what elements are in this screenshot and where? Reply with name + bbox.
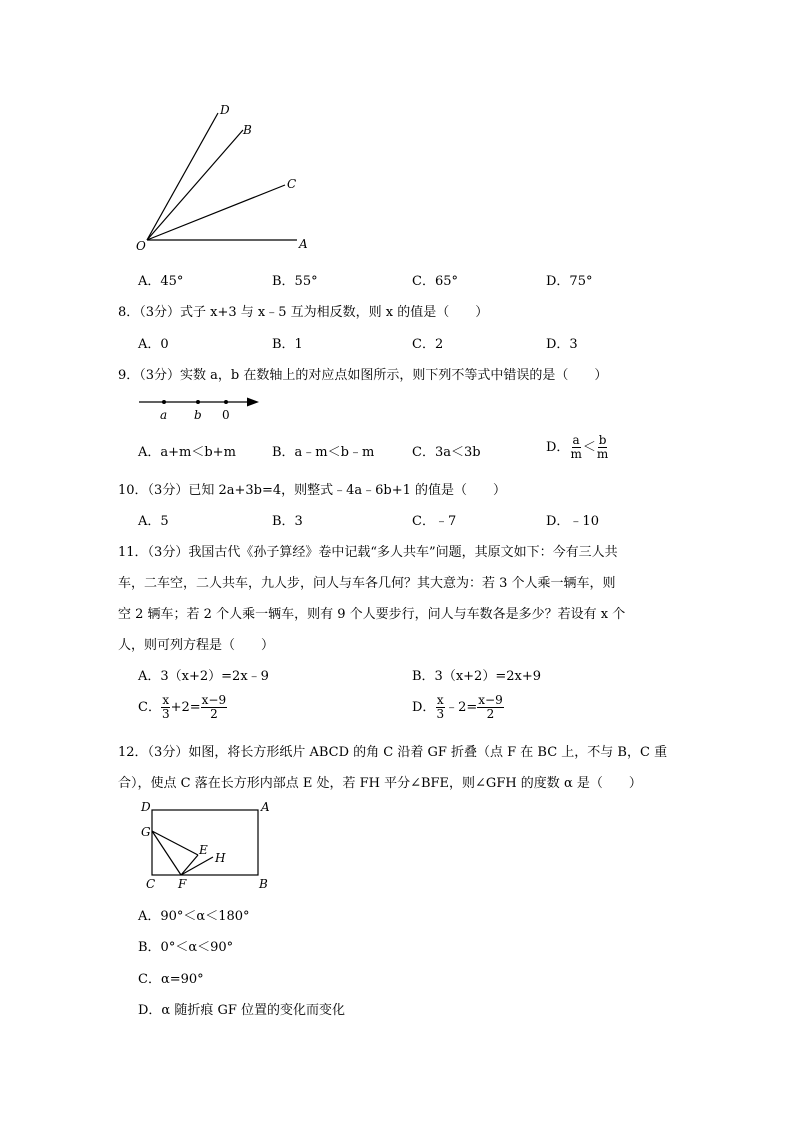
q11-option-a[interactable]: A．3（x+2）=2x﹣9 xyxy=(138,669,269,684)
fraction-x-over-3: $\frac{x}{3}$ xyxy=(161,693,170,721)
label-d: D xyxy=(220,103,230,117)
q10-option-b[interactable]: B．3 xyxy=(272,514,303,529)
q10-stem: 10．（3分）已知 2a+3b=4，则整式﹣4a﹣6b+1 的值是（ ） xyxy=(118,483,507,498)
q9-option-d[interactable] xyxy=(546,434,609,461)
fig-label-c: C xyxy=(146,877,156,891)
q8-stem: 8．（3分）式子 x+3 与 x﹣5 互为相反数，则 x 的值是（ ） xyxy=(118,305,489,320)
q12-line-2: 合），使点 C 落在长方形内部点 E 处，若 FH 平分∠BFE，则∠GFH 的度数 α 是（ ） xyxy=(118,776,642,791)
q12-line-1: 12．（3分）如图，将长方形纸片 ABCD 的角 C 沿着 GF 折叠（点 F 在 BC 上，不与 B，C 重 xyxy=(118,745,668,760)
q11-option-b[interactable]: B．3（x+2）=2x+9 xyxy=(412,669,541,684)
numberline-label-a: a xyxy=(160,408,168,422)
number-line xyxy=(135,393,265,423)
q8-option-c[interactable]: C．2 xyxy=(412,337,444,352)
label-o: O xyxy=(136,239,146,253)
fig-label-d: D xyxy=(141,800,151,814)
q7-option-b[interactable]: B．55° xyxy=(272,274,318,289)
fig-label-a: A xyxy=(261,800,270,814)
option-d-prefix: D． xyxy=(546,440,570,455)
q12-option-c[interactable]: C．α=90° xyxy=(138,972,204,987)
fig-label-h: H xyxy=(215,851,226,865)
fig-label-g: G xyxy=(141,825,151,839)
label-b: B xyxy=(243,123,252,137)
fraction-left: $\frac{a}{m}$ xyxy=(570,433,582,461)
q11-line-2: 车，二车空，二人共车，九人步，问人与车各几何？其大意为：若 3 个人乘一辆车，则 xyxy=(118,576,616,591)
q9-option-b[interactable]: B．a﹣m＜b﹣m xyxy=(272,445,375,460)
fig-label-b: B xyxy=(259,877,268,891)
q11-line-4: 人，则可列方程是（ ） xyxy=(118,638,275,653)
q9-stem: 9．（3分）实数 a，b 在数轴上的对应点如图所示，则下列不等式中错误的是（ ） xyxy=(118,368,608,383)
q7-option-d[interactable]: D．75° xyxy=(546,274,593,289)
fig-label-e: E xyxy=(199,843,208,857)
label-a: A xyxy=(299,237,308,251)
fraction-x-minus-9-over-2: $\frac{x-9}{2}$ xyxy=(201,693,227,721)
q12-option-d[interactable]: D．α 随折痕 GF 位置的变化而变化 xyxy=(138,1003,346,1018)
q9-option-c[interactable]: C．3a＜3b xyxy=(412,445,481,460)
rectangle-fold-figure xyxy=(135,798,280,894)
q11-option-c[interactable]: C． $\frac{x}{3}$ +2= $\frac{x-9}{2}$ xyxy=(138,693,227,721)
numberline-label-b: b xyxy=(194,408,202,422)
numberline-label-0: 0 xyxy=(222,408,230,422)
q9-option-a[interactable]: A．a+m＜b+m xyxy=(138,445,236,460)
q8-option-b[interactable]: B．1 xyxy=(272,337,303,352)
label-c: C xyxy=(287,177,297,191)
q12-option-b[interactable]: B．0°＜α＜90° xyxy=(138,940,234,955)
q8-option-a[interactable]: A．0 xyxy=(138,337,169,352)
q11-line-1: 11．（3分）我国古代《孙子算经》卷中记载“多人共车”问题，其原文如下：今有三人共 xyxy=(118,545,618,560)
relation: ＜ xyxy=(582,440,596,455)
q12-option-a[interactable]: A．90°＜α＜180° xyxy=(138,909,250,924)
q7-option-a[interactable]: A．45° xyxy=(138,274,184,289)
q8-option-d[interactable]: D．3 xyxy=(546,337,578,352)
fraction-right: $\frac{b}{m}$ xyxy=(596,433,609,461)
fraction-x-minus-9-over-2: $\frac{x-9}{2}$ xyxy=(478,693,503,721)
angle-figure xyxy=(130,98,320,258)
q7-option-c[interactable]: C．65° xyxy=(412,274,458,289)
q11-option-d[interactable]: D． $\frac{x}{3}$ ﹣2= $\frac{x-9}{2}$ xyxy=(412,693,503,721)
q10-option-c[interactable]: C．﹣7 xyxy=(412,514,457,529)
q10-option-d[interactable]: D．﹣10 xyxy=(546,514,599,529)
fig-label-f: F xyxy=(178,877,187,891)
q10-option-a[interactable]: A．5 xyxy=(138,514,169,529)
q11-line-3: 空 2 辆车；若 2 个人乘一辆车，则有 9 个人要步行，问人与车数各是多少？若设有 x 个 xyxy=(118,607,626,622)
fraction-x-over-3: $\frac{x}{3}$ xyxy=(436,693,445,721)
